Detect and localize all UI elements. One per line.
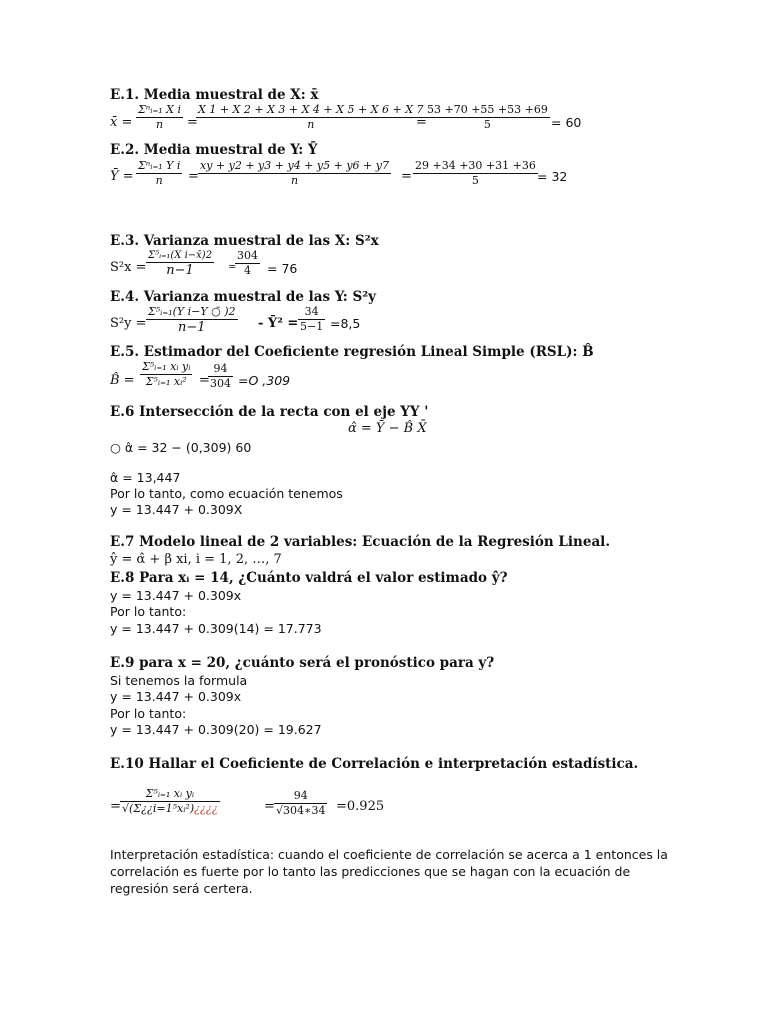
e10-f1-denominator — [120, 802, 220, 815]
e5-f1-numerator: Σ⁵ᵢ₌₁ xᵢ yᵢ — [142, 360, 191, 373]
e9-line-1: Si tenemos la formula — [110, 673, 248, 688]
e5-result: =O ,309 — [238, 373, 291, 388]
e2-f3-numerator: 29 +34 +30 +31 +36 — [415, 159, 536, 172]
e10-f1-denominator-glyphs: ¿¿¿¿ — [194, 801, 218, 815]
e10-interpretation-line-1: Interpretación estadística: cuando el coeficiente de correlación se acerca a 1 entonces la — [110, 847, 668, 862]
e1-f1-denominator: n — [155, 117, 164, 131]
e5-f2-numerator: 94 — [208, 363, 233, 377]
e1-fraction-3 — [425, 104, 550, 131]
e5-f2-denominator: 304 — [210, 376, 231, 390]
e5-heading: E.5. Estimador del Coeficiente regresión Lineal Simple (RSL): B̂ — [110, 344, 594, 360]
e4-mid: - Ȳ² = — [258, 316, 299, 331]
e3-f1-numerator: Σ⁵ᵢ₌₁(X i−x̄)2 — [148, 250, 213, 261]
e1-eq1: = — [187, 115, 198, 130]
e8-line-3: y = 13.447 + 0.309(14) = 17.773 — [110, 621, 322, 636]
e2-eq1: = — [188, 169, 199, 184]
e8-line-1: y = 13.447 + 0.309x — [110, 588, 242, 603]
e10-f2-denominator: √304∗34 — [276, 803, 326, 817]
e7-line-1: ŷ = α̂ + β xi, i = 1, 2, …, 7 — [110, 552, 282, 567]
e10-fraction-2 — [274, 790, 327, 817]
e5-fraction-2 — [208, 363, 233, 390]
e2-f2-denominator: n — [290, 173, 299, 187]
e6-line-4: y = 13.447 + 0.309X — [110, 502, 243, 517]
e10-f2-numerator: 94 — [274, 790, 327, 804]
e6-line-1: ○ α̂ = 32 − (0,309) 60 — [110, 440, 252, 455]
e4-result: =8,5 — [330, 316, 361, 331]
e5-eq1: = — [199, 373, 210, 388]
e5-fraction-1 — [140, 361, 192, 388]
e9-line-3: Por lo tanto: — [110, 706, 187, 721]
e1-heading: E.1. Media muestral de X: x̄ — [110, 87, 319, 103]
e10-fraction-1 — [120, 788, 220, 815]
e4-heading: E.4. Varianza muestral de las Y: S²y — [110, 289, 376, 305]
e1-fraction-1 — [136, 104, 183, 131]
e7-heading: E.7 Modelo lineal de 2 variables: Ecuación de la Regresión Lineal. — [110, 534, 611, 550]
e2-heading: E.2. Media muestral de Y: Ȳ — [110, 142, 318, 158]
e10-interpretation-line-3: regresión será certera. — [110, 881, 253, 896]
e3-f2-numerator: 304 — [237, 249, 258, 262]
e10-interpretation-line-2: correlación es fuerte por lo tanto las predicciones que se hagan con la ecuación de — [110, 864, 631, 879]
e6-heading: E.6 Intersección de la recta con el eje YY ' — [110, 404, 429, 420]
e1-f2-denominator: n — [307, 117, 315, 131]
e1-f1-numerator: Σⁿᵢ₌₁ X i — [138, 103, 182, 116]
e10-heading: E.10 Hallar el Coeficiente de Correlación e interpretación estadística. — [110, 756, 639, 772]
e10-eq1: = — [264, 799, 275, 814]
e1-lhs: x̄ = — [110, 115, 133, 130]
e9-line-4: y = 13.447 + 0.309(20) = 19.627 — [110, 722, 322, 737]
e4-f2-denominator: 5−1 — [300, 319, 324, 333]
e8-line-2: Por lo tanto: — [110, 604, 187, 619]
e9-heading: E.9 para x = 20, ¿cuánto será el pronóstico para y? — [110, 655, 495, 671]
e6-line-2: α̂ = 13,447 — [110, 470, 181, 485]
e1-fraction-2 — [196, 104, 426, 131]
e3-f1-denominator: n−1 — [166, 262, 194, 278]
e2-fraction-1 — [136, 160, 182, 187]
e6-formula: α̂ = Ȳ − B̂ X̄ — [348, 421, 427, 436]
e3-eq1: = — [228, 262, 237, 273]
e2-eq2: = — [401, 169, 412, 184]
e1-f3-numerator: 53 +70 +55 +53 +69 — [427, 103, 548, 116]
e2-lhs: Ȳ = — [110, 169, 134, 184]
e3-fraction-1 — [146, 250, 214, 278]
e4-f1-denominator: n−1 — [178, 319, 206, 335]
e1-f3-denominator: 5 — [483, 117, 491, 131]
e4-f1-numerator: Σ⁵ᵢ₌₁(Y i−Y ○̄ )2 — [148, 305, 236, 318]
e10-lhs: = — [110, 799, 121, 814]
e2-fraction-2 — [198, 160, 391, 187]
e3-heading: E.3. Varianza muestral de las X: S²x — [110, 233, 379, 249]
e3-result: = 76 — [267, 261, 298, 276]
e5-f1-denominator: Σ⁵ᵢ₌₁ xᵢ² — [145, 374, 187, 388]
e10-result: =0.925 — [336, 799, 385, 814]
e3-f2-denominator: 4 — [244, 263, 251, 277]
e2-f2-numerator: xy + y2 + y3 + y4 + y5 + y6 + y7 — [200, 159, 389, 172]
e4-lhs: S²y = — [110, 316, 147, 331]
e10-f1-denominator-root: √(Σ¿¿i=1⁵xᵢ²) — [122, 801, 195, 815]
e4-f2-numerator: 34 — [298, 306, 325, 320]
e4-fraction-1 — [146, 306, 238, 335]
e2-fraction-3 — [413, 160, 538, 187]
e8-heading: E.8 Para xᵢ = 14, ¿Cuánto valdrá el valor estimado ŷ? — [110, 570, 508, 586]
e5-lhs: B̂ = — [110, 373, 135, 388]
e2-result: = 32 — [537, 169, 568, 184]
e3-fraction-2 — [235, 250, 260, 277]
e2-f1-denominator: n — [155, 173, 163, 187]
e1-result: = 60 — [551, 115, 582, 130]
e10-f1-numerator: Σ⁵ᵢ₌₁ xᵢ yᵢ — [120, 788, 220, 802]
e6-line-3: Por lo tanto, como ecuación tenemos — [110, 486, 343, 501]
e1-f2-numerator: X 1 + X 2 + X 3 + X 4 + X 5 + X 6 + X 7 — [198, 103, 424, 116]
e2-f1-numerator: Σⁿᵢ₌₁ Y i — [138, 159, 181, 172]
e9-line-2: y = 13.447 + 0.309x — [110, 689, 242, 704]
e2-f3-denominator: 5 — [471, 173, 479, 187]
e3-lhs: S²x = — [110, 260, 147, 275]
e4-fraction-2 — [298, 306, 325, 333]
e1-eq2: = — [416, 115, 427, 130]
